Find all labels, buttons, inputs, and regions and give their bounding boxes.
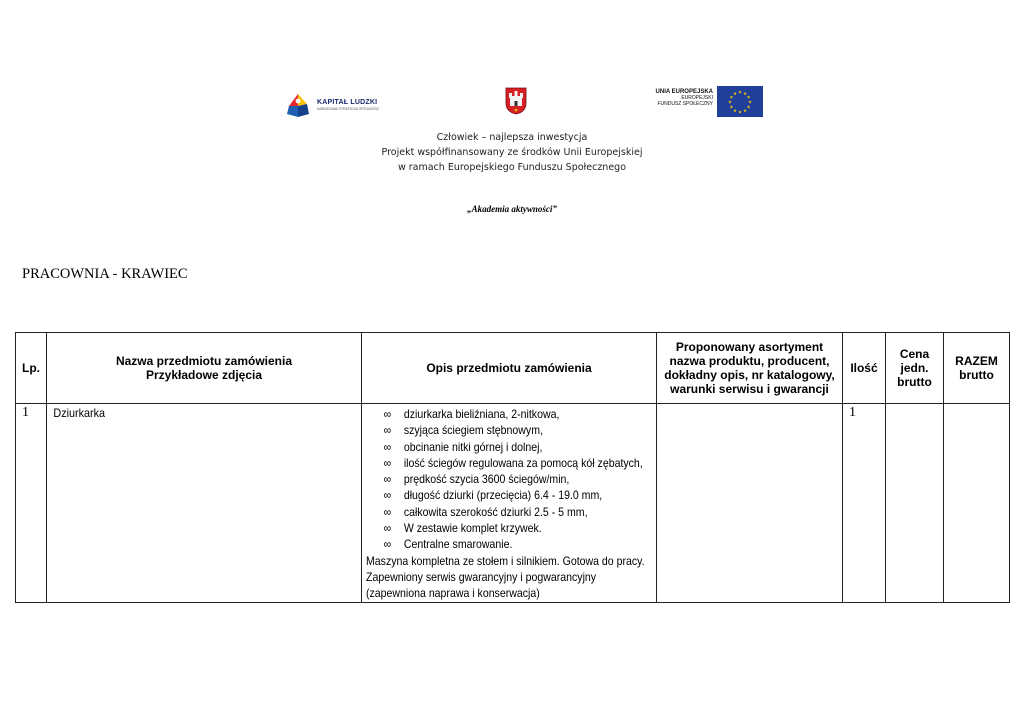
kapital-ludzki-title: KAPITAŁ LUDZKI <box>317 98 378 106</box>
header-line-3: w ramach Europejskiego Funduszu Społecznego <box>397 162 627 173</box>
svg-text:★: ★ <box>737 90 743 96</box>
list-item: ∞ prędkość szycia 3600 ściegów/min, <box>383 472 570 487</box>
bullet-icon: ∞ <box>383 407 392 421</box>
kapital-ludzki-subtitle: NARODOWA STRATEGIA SPÓJNOŚCI <box>317 106 380 111</box>
eu-logo <box>649 86 765 118</box>
cell-description <box>362 404 657 603</box>
list-item: ∞ długość dziurki (przecięcia) 6.4 - 19.0 mm, <box>383 488 603 503</box>
list-item: ∞ Centralne smarowanie. <box>383 537 513 552</box>
table-row <box>16 404 1010 603</box>
bullet-icon: ∞ <box>383 521 392 536</box>
eu-logo-line3: FUNDUSZ SPOŁECZNY <box>657 100 713 107</box>
svg-text:★: ★ <box>729 95 734 101</box>
cell-name: Dziurkarka <box>47 404 362 603</box>
column-header-lp: Lp. <box>16 333 47 404</box>
cell-quantity: 1 <box>843 404 886 603</box>
table-header-row <box>16 333 1010 404</box>
list-item: ∞ szyjąca ściegiem stębnowym, <box>383 423 543 438</box>
svg-text:★: ★ <box>746 95 751 101</box>
section-title: PRACOWNIA - KRAWIEC <box>22 266 188 282</box>
header-line-1: Człowiek – najlepsza inwestycja <box>436 132 588 143</box>
list-item: ∞ obcinanie nitki górnej i dolnej, <box>383 439 543 454</box>
coat-of-arms-icon <box>505 87 527 115</box>
svg-text:★: ★ <box>742 91 748 97</box>
bullet-icon: ∞ <box>383 537 392 552</box>
svg-text:★: ★ <box>732 109 738 114</box>
column-header-offered: Proponowany asortyment nazwa produktu, producent, dokładny opis, nr katalogowy, warunki serwisu i gwarancji <box>657 333 843 404</box>
list-item: ∞ dziurkarka bieliźniana, 2-nitkowa, <box>383 407 560 421</box>
bullet-icon: ∞ <box>383 488 392 503</box>
project-header <box>0 130 1024 175</box>
bullet-icon: ∞ <box>383 423 392 438</box>
column-header-description: Opis przedmiotu zamówienia <box>362 333 657 404</box>
kapital-ludzki-emblem-icon <box>285 92 311 118</box>
column-header-unit-price: Cena jedn. brutto <box>886 333 944 404</box>
bullet-icon: ∞ <box>383 472 392 487</box>
column-header-name: Nazwa przedmiotu zamówienia Przykładowe zdjęcia <box>47 333 362 404</box>
bullet-icon: ∞ <box>383 439 392 454</box>
svg-text:★: ★ <box>742 109 748 114</box>
logo-bar <box>0 84 1024 126</box>
eu-flag-icon <box>717 86 763 117</box>
list-item: ∞ W zestawie komplet krzywek. <box>383 521 542 536</box>
svg-text:★: ★ <box>732 91 738 97</box>
bullet-icon: ∞ <box>383 504 392 519</box>
svg-text:★: ★ <box>729 105 734 111</box>
svg-text:★: ★ <box>737 110 743 116</box>
feature-list <box>366 406 650 553</box>
kapital-ludzki-logo <box>285 88 405 122</box>
description-note: Maszyna kompletna ze stołem i silnikiem. Gotowa do pracy. <box>366 553 645 568</box>
eu-logo-line1: UNIA EUROPEJSKA <box>655 89 713 95</box>
svg-text:★: ★ <box>727 100 733 106</box>
description-note: Zapewniony serwis gwarancyjny i pogwarancyjny (zapewniona naprawa i konserwacja) <box>366 569 597 601</box>
order-table <box>15 332 1010 603</box>
project-name: „Akademia aktywności” <box>467 204 557 214</box>
cell-lp: 1 <box>16 404 47 603</box>
list-item: ∞ całkowita szerokość dziurki 2.5 - 5 mm, <box>383 504 588 519</box>
cell-total <box>944 404 1010 603</box>
list-item: ∞ ilość ściegów regulowana za pomocą kół zębatych, <box>383 455 643 470</box>
svg-text:★: ★ <box>747 100 753 106</box>
eu-logo-line2: EUROPEJSKI <box>681 94 713 101</box>
column-header-quantity: Ilość <box>843 333 886 404</box>
bullet-icon: ∞ <box>383 455 392 470</box>
cell-offered <box>657 404 843 603</box>
column-header-total: RAZEM brutto <box>944 333 1010 404</box>
cell-unit-price <box>886 404 944 603</box>
header-line-2: Projekt współfinansowany ze środków Unii Europejskiej <box>381 147 643 158</box>
svg-text:★: ★ <box>746 105 751 111</box>
